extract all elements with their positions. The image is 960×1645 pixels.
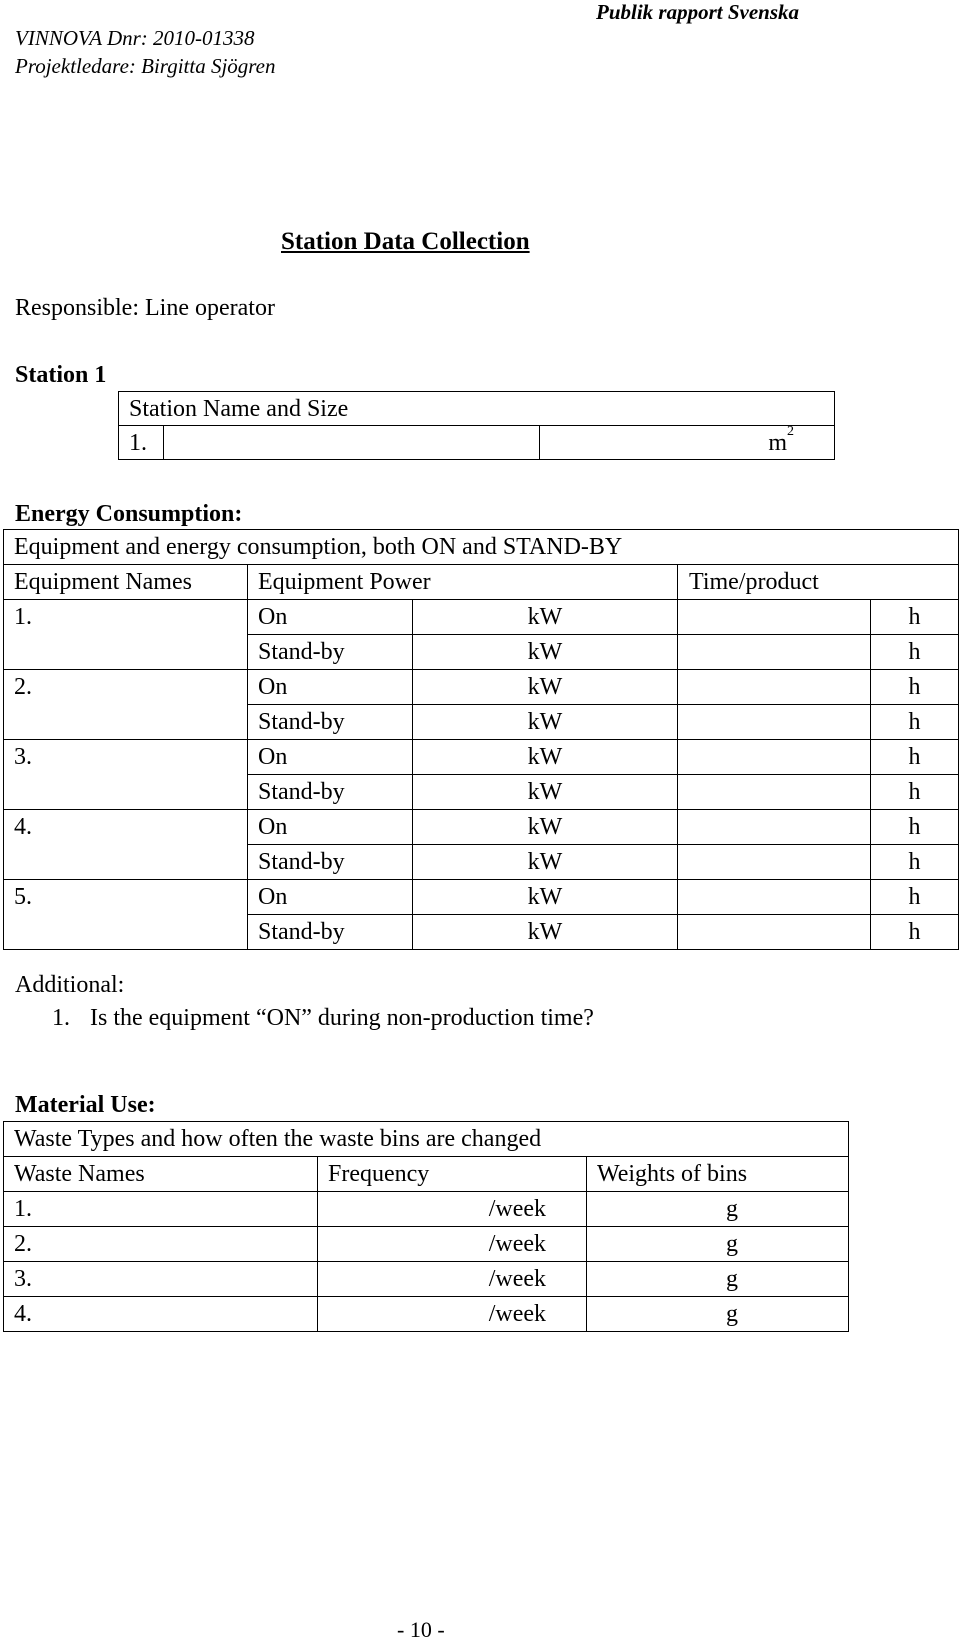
hour-unit: h	[871, 845, 959, 880]
on-power-field[interactable]: kW	[413, 740, 678, 775]
standby-label: Stand-by	[248, 635, 413, 670]
hour-unit: h	[871, 600, 959, 635]
standby-label: Stand-by	[248, 845, 413, 880]
standby-time-field[interactable]	[678, 635, 871, 670]
table-row	[4, 880, 959, 915]
station-size-unit: $m^2$	[768, 423, 795, 456]
table-row	[4, 670, 959, 705]
table-row	[4, 1227, 849, 1262]
col-header-time-product: Time/product	[678, 565, 959, 600]
standby-label: Stand-by	[248, 775, 413, 810]
energy-consumption-table	[3, 529, 959, 950]
table-row	[4, 775, 959, 810]
on-label: On	[248, 740, 413, 775]
responsible-line: Responsible: Line operator	[15, 295, 275, 321]
table-row	[4, 1262, 849, 1297]
standby-time-field[interactable]	[678, 775, 871, 810]
equipment-number: 3.	[4, 740, 248, 775]
standby-time-field[interactable]	[678, 845, 871, 880]
standby-power-field[interactable]: kW	[413, 705, 678, 740]
weight-field[interactable]: g	[587, 1262, 849, 1297]
station-heading: Station 1	[15, 362, 107, 388]
equipment-number: 4.	[4, 810, 248, 845]
standby-power-field[interactable]: kW	[413, 635, 678, 670]
hour-unit: h	[871, 670, 959, 705]
waste-name-field[interactable]: 3.	[4, 1262, 318, 1297]
station-table-header: Station Name and Size	[119, 392, 835, 426]
station-name-field[interactable]	[164, 426, 540, 460]
station-name-size-table	[118, 391, 835, 460]
on-power-field[interactable]: kW	[413, 670, 678, 705]
standby-label: Stand-by	[248, 915, 413, 950]
table-row	[119, 426, 835, 460]
standby-time-field[interactable]	[678, 705, 871, 740]
weight-field[interactable]: g	[587, 1227, 849, 1262]
frequency-field[interactable]: /week	[318, 1297, 587, 1332]
additional-label: Additional:	[15, 972, 125, 998]
col-header-frequency: Frequency	[318, 1157, 587, 1192]
on-power-field[interactable]: kW	[413, 810, 678, 845]
waste-table	[3, 1121, 849, 1332]
hour-unit: h	[871, 775, 959, 810]
standby-power-field[interactable]: kW	[413, 775, 678, 810]
hour-unit: h	[871, 915, 959, 950]
equipment-name-field[interactable]	[4, 845, 248, 880]
equipment-number: 2.	[4, 670, 248, 705]
on-time-field[interactable]	[678, 600, 871, 635]
weight-field[interactable]: g	[587, 1297, 849, 1332]
equipment-name-field[interactable]	[4, 915, 248, 950]
standby-power-field[interactable]: kW	[413, 915, 678, 950]
table-row	[4, 915, 959, 950]
table-row	[4, 635, 959, 670]
on-time-field[interactable]	[678, 880, 871, 915]
table-row	[4, 1192, 849, 1227]
hour-unit: h	[871, 635, 959, 670]
on-label: On	[248, 880, 413, 915]
equipment-name-field[interactable]	[4, 635, 248, 670]
equipment-name-field[interactable]	[4, 705, 248, 740]
table-row	[4, 1122, 849, 1157]
on-time-field[interactable]	[678, 810, 871, 845]
energy-table-caption: Equipment and energy consumption, both ON and STAND-BY	[4, 530, 959, 565]
table-row	[4, 600, 959, 635]
header-project-leader: Projektledare: Birgitta Sjögren	[15, 54, 276, 78]
table-row	[119, 392, 835, 426]
table-row	[4, 810, 959, 845]
on-label: On	[248, 600, 413, 635]
additional-question: Is the equipment “ON” during non-production time?	[90, 1005, 594, 1031]
frequency-field[interactable]: /week	[318, 1192, 587, 1227]
weight-field[interactable]: g	[587, 1192, 849, 1227]
waste-name-field[interactable]: 1.	[4, 1192, 318, 1227]
header-report-type: Publik rapport Svenska	[596, 0, 800, 24]
col-header-equipment-power: Equipment Power	[248, 565, 678, 600]
on-power-field[interactable]: kW	[413, 880, 678, 915]
material-heading: Material Use:	[15, 1092, 156, 1118]
frequency-field[interactable]: /week	[318, 1227, 587, 1262]
on-time-field[interactable]	[678, 740, 871, 775]
waste-name-field[interactable]: 2.	[4, 1227, 318, 1262]
page-number: - 10 -	[397, 1617, 445, 1642]
additional-question-number: 1.	[52, 1005, 70, 1031]
table-row	[4, 845, 959, 880]
col-header-weights: Weights of bins	[587, 1157, 849, 1192]
on-power-field[interactable]: kW	[413, 600, 678, 635]
header-project-number: VINNOVA Dnr: 2010-01338	[15, 26, 255, 50]
hour-unit: h	[871, 880, 959, 915]
page-title: Station Data Collection	[281, 228, 530, 255]
on-label: On	[248, 810, 413, 845]
standby-time-field[interactable]	[678, 915, 871, 950]
hour-unit: h	[871, 810, 959, 845]
table-row	[4, 740, 959, 775]
waste-name-field[interactable]: 4.	[4, 1297, 318, 1332]
station-size-field[interactable]	[540, 423, 835, 460]
waste-table-caption: Waste Types and how often the waste bins are changed	[4, 1122, 849, 1157]
station-row-number: 1.	[119, 426, 164, 460]
frequency-field[interactable]: /week	[318, 1262, 587, 1297]
col-header-waste-names: Waste Names	[4, 1157, 318, 1192]
energy-heading: Energy Consumption:	[15, 501, 243, 527]
standby-power-field[interactable]: kW	[413, 845, 678, 880]
hour-unit: h	[871, 705, 959, 740]
table-row	[4, 1297, 849, 1332]
table-row	[4, 530, 959, 565]
col-header-equipment-names: Equipment Names	[4, 565, 248, 600]
hour-unit: h	[871, 740, 959, 775]
equipment-name-field[interactable]	[4, 775, 248, 810]
equipment-number: 1.	[4, 600, 248, 635]
on-time-field[interactable]	[678, 670, 871, 705]
on-label: On	[248, 670, 413, 705]
equipment-number: 5.	[4, 880, 248, 915]
table-row	[4, 705, 959, 740]
standby-label: Stand-by	[248, 705, 413, 740]
table-row	[4, 1157, 849, 1192]
table-row	[4, 565, 959, 600]
